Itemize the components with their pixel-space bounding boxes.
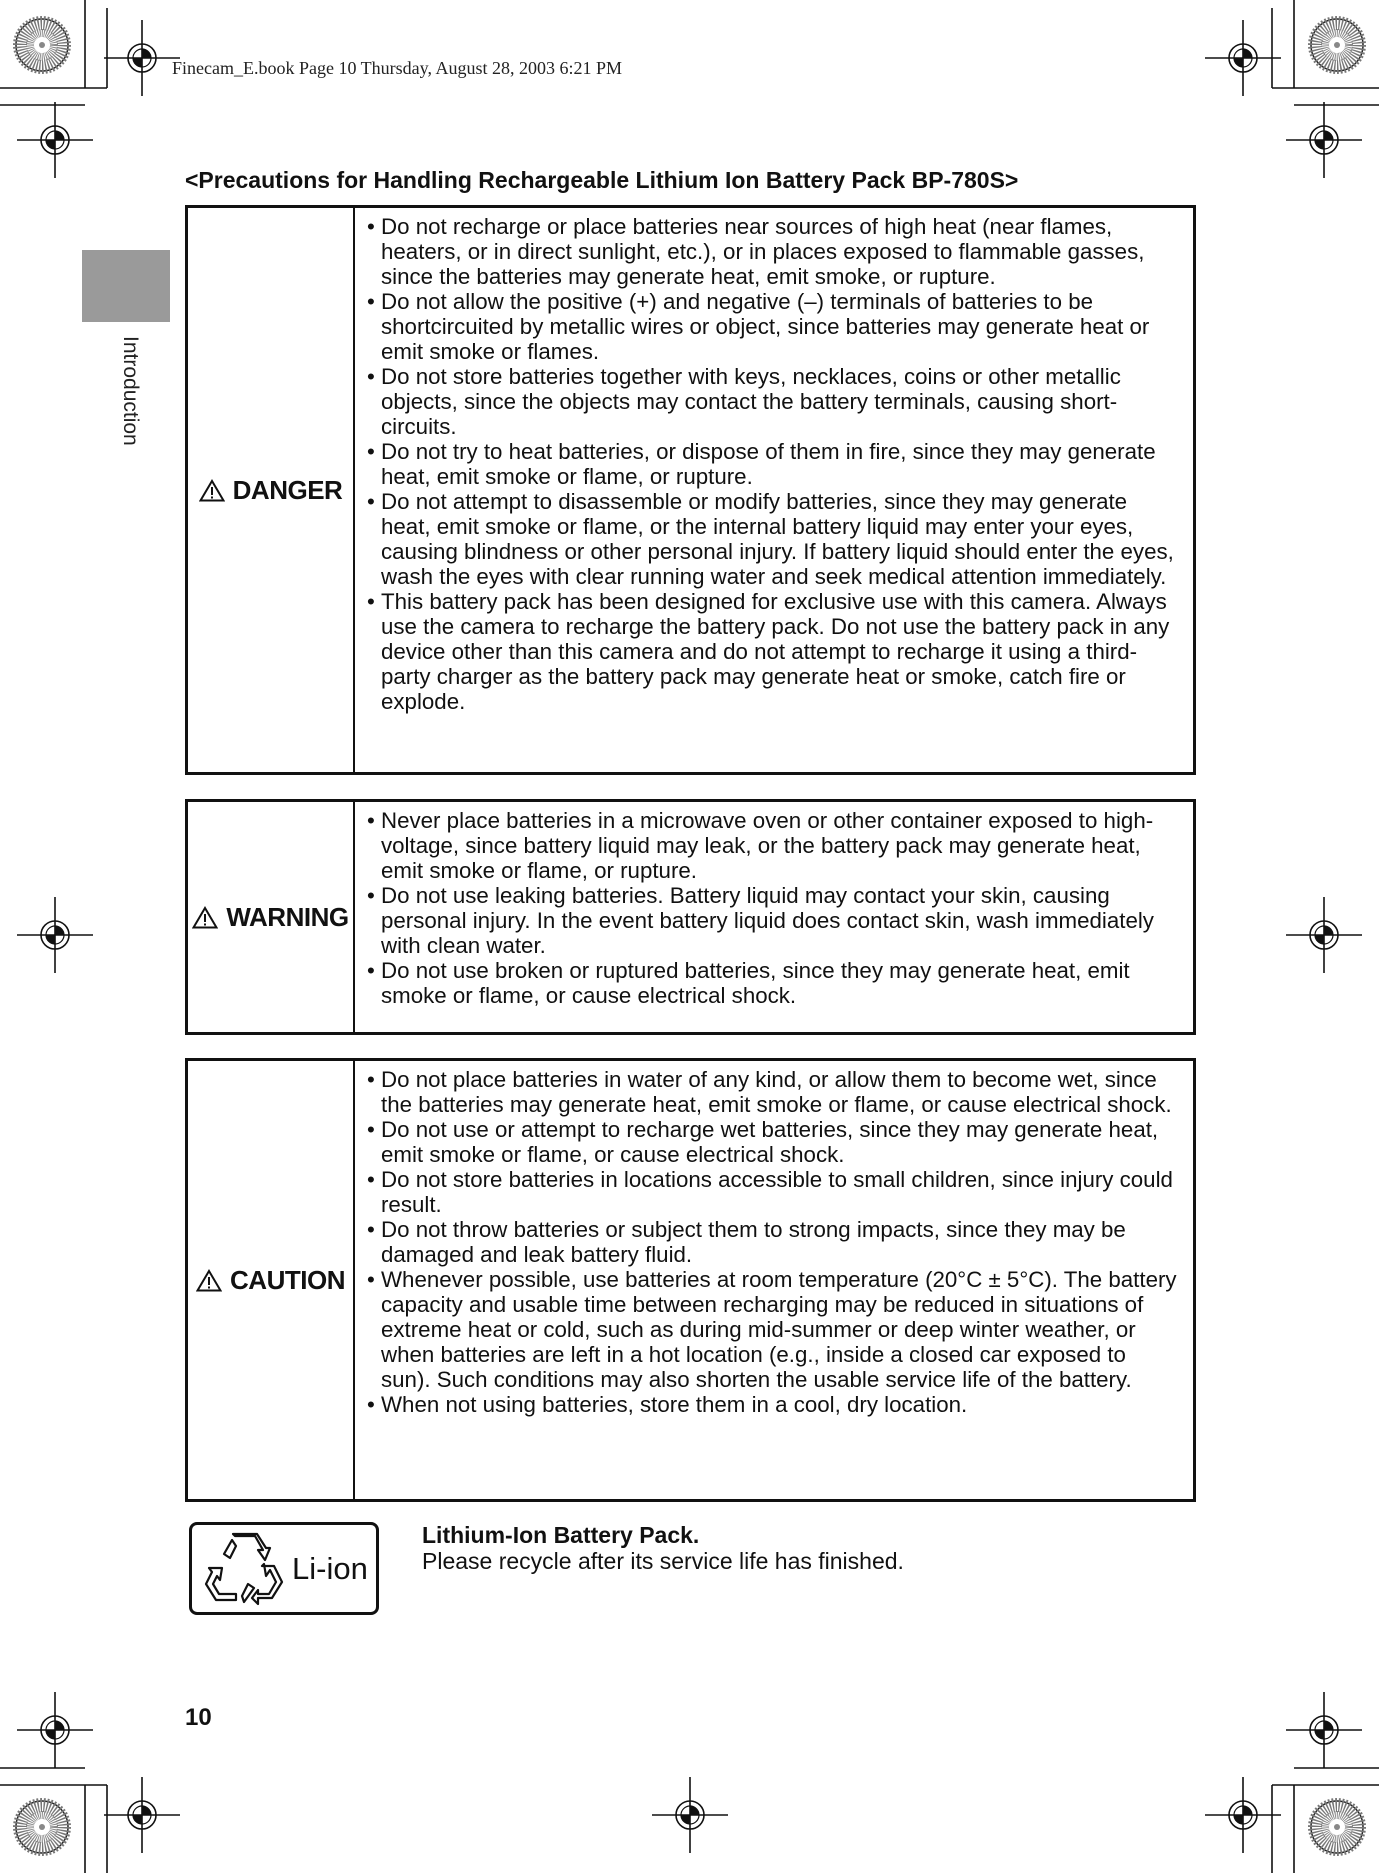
list-item: • Do not throw batteries or subject them to strong impacts, since they may be damaged and leak battery fluid. [365,1217,1181,1267]
list-item: • Do not try to heat batteries, or dispose of them in fire, since they may generate heat, emit smoke or flame, or rupture. [365,439,1181,489]
list-item: • Do not attempt to disassemble or modify batteries, since they may generate heat, emit smoke or flame, or the internal battery liquid may enter your eyes, causing blindness or other personal injury. If battery liquid should enter the eyes, wash the eyes with clear running water and seek medical attention immediately. [365,489,1181,589]
list-item: • Do not recharge or place batteries near sources of high heat (near flames, heaters, or in direct sunlight, etc.), or in places exposed to flammable gasses, since the batteries may generate heat, emit smoke, or rupture. [365,214,1181,289]
warning-triangle-icon [199,479,225,502]
list-item: • Whenever possible, use batteries at room temperature (20°C ± 5°C). The battery capacity and usable time between recharging may be reduced in situations of extreme heat or cold, such as during mid-summer or deep winter weather, or when batteries are left in a hot location (e.g., inside a closed car exposed to sun). Such conditions may also shorten the usable service life of the battery. [365,1267,1181,1392]
warning-list [355,802,1193,1032]
list-item: • Do not store batteries together with keys, necklaces, coins or other metallic objects, since the objects may contact the battery terminals, causing short-circuits. [365,364,1181,439]
list-item: • This battery pack has been designed for exclusive use with this camera. Always use the camera to recharge the battery pack. Do not use the battery pack in any device other than this camera and do not attempt to recharge it using a third-party charger as the battery pack may generate heat or smoke, catch fire or explode. [365,589,1181,714]
list-item: • Do not use leaking batteries. Battery liquid may contact your skin, causing personal injury. In the event battery liquid does contact skin, wash immediately with clean water. [365,883,1181,958]
caution-label-cell [188,1061,355,1499]
li-ion-badge-text: Li-ion [292,1550,368,1586]
list-item: • Do not place batteries in water of any kind, or allow them to become wet, since the batteries may generate heat, emit smoke or flame, or cause electrical shock. [365,1067,1181,1117]
danger-list [355,208,1193,772]
danger-label: DANGER [232,474,343,505]
list-item: • Do not use or attempt to recharge wet batteries, since they may generate heat, emit smoke or flame, or cause electrical shock. [365,1117,1181,1167]
list-item: • Do not store batteries in locations accessible to small children, since injury could result. [365,1167,1181,1217]
caution-list [355,1061,1193,1499]
warning-label: WARNING [226,901,349,932]
danger-label-cell [188,208,355,772]
section-tab-label: Introduction [119,336,142,446]
list-item: • Do not allow the positive (+) and negative (–) terminals of batteries to be shortcircuited by metallic wires or object, since batteries may generate heat or emit smoke or flames. [365,289,1181,364]
list-item: • Never place batteries in a microwave oven or other container exposed to high-voltage, since battery liquid may leak, or the battery pack may generate heat, emit smoke or flame, or rupture. [365,808,1181,883]
li-ion-recycle-badge [189,1522,379,1615]
page-heading: <Precautions for Handling Rechargeable Lithium Ion Battery Pack BP-780S> [185,167,1019,193]
print-header-meta: Finecam_E.book Page 10 Thursday, August 28, 2003 6:21 PM [172,58,622,78]
caution-box [185,1058,1196,1502]
recycle-title: Lithium-Ion Battery Pack. [422,1522,700,1548]
section-tab-marker [82,250,170,322]
warning-triangle-icon [192,906,218,929]
recycle-icon [202,1532,288,1606]
recycle-note: Please recycle after its service life has finished. [422,1548,904,1574]
danger-box [185,205,1196,775]
warning-triangle-icon [196,1269,222,1292]
caution-label: CAUTION [230,1264,345,1295]
warning-box [185,799,1196,1035]
warning-label-cell [188,802,355,1032]
page-number: 10 [185,1704,212,1731]
list-item: • Do not use broken or ruptured batteries, since they may generate heat, emit smoke or flame, or cause electrical shock. [365,958,1181,1008]
list-item: • When not using batteries, store them in a cool, dry location. [365,1392,1181,1417]
